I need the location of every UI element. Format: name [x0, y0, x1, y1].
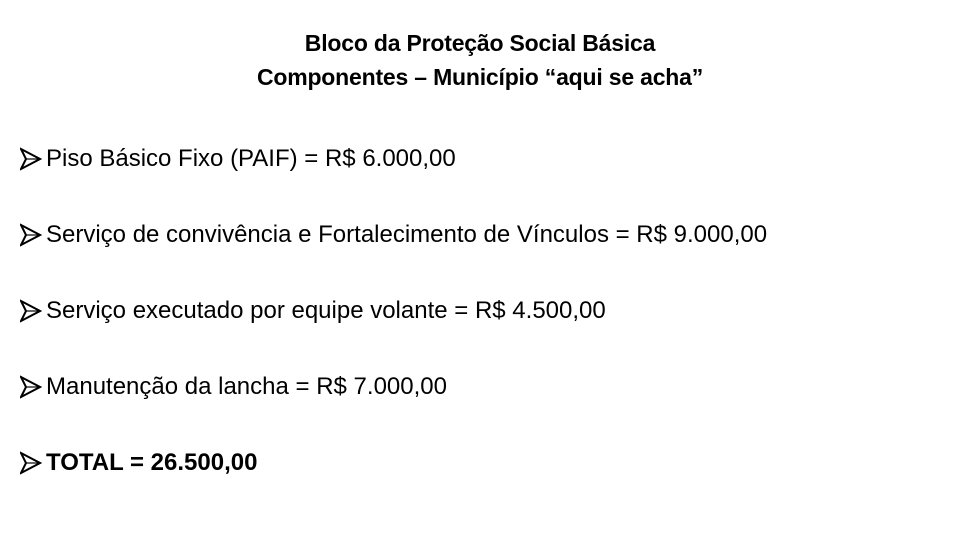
- arrow-bullet-icon: [20, 451, 42, 475]
- list-item-text: Serviço executado por equipe volante = R$ 4.500,00: [46, 297, 606, 324]
- total-text: TOTAL = 26.500,00: [46, 449, 258, 476]
- list-item-total: [20, 444, 767, 482]
- arrow-bullet-icon: [20, 223, 42, 247]
- bullet-list: [20, 140, 767, 482]
- title-line-1: Bloco da Proteção Social Básica: [304, 30, 656, 56]
- list-item-equipe-volante: [20, 292, 767, 330]
- list-item-convivencia: [20, 216, 767, 254]
- arrow-bullet-icon: [20, 147, 42, 171]
- slide-title: [0, 26, 960, 94]
- arrow-bullet-icon: [20, 299, 42, 323]
- list-item-paif: [20, 140, 767, 178]
- list-item-lancha: [20, 368, 767, 406]
- arrow-bullet-icon: [20, 375, 42, 399]
- title-line-2: Componentes – Município “aqui se acha”: [256, 64, 704, 90]
- list-item-text: Manutenção da lancha = R$ 7.000,00: [46, 373, 447, 400]
- list-item-text: Serviço de convivência e Fortalecimento de Vínculos = R$ 9.000,00: [46, 221, 768, 248]
- list-item-text: Piso Básico Fixo (PAIF) = R$ 6.000,00: [46, 145, 456, 172]
